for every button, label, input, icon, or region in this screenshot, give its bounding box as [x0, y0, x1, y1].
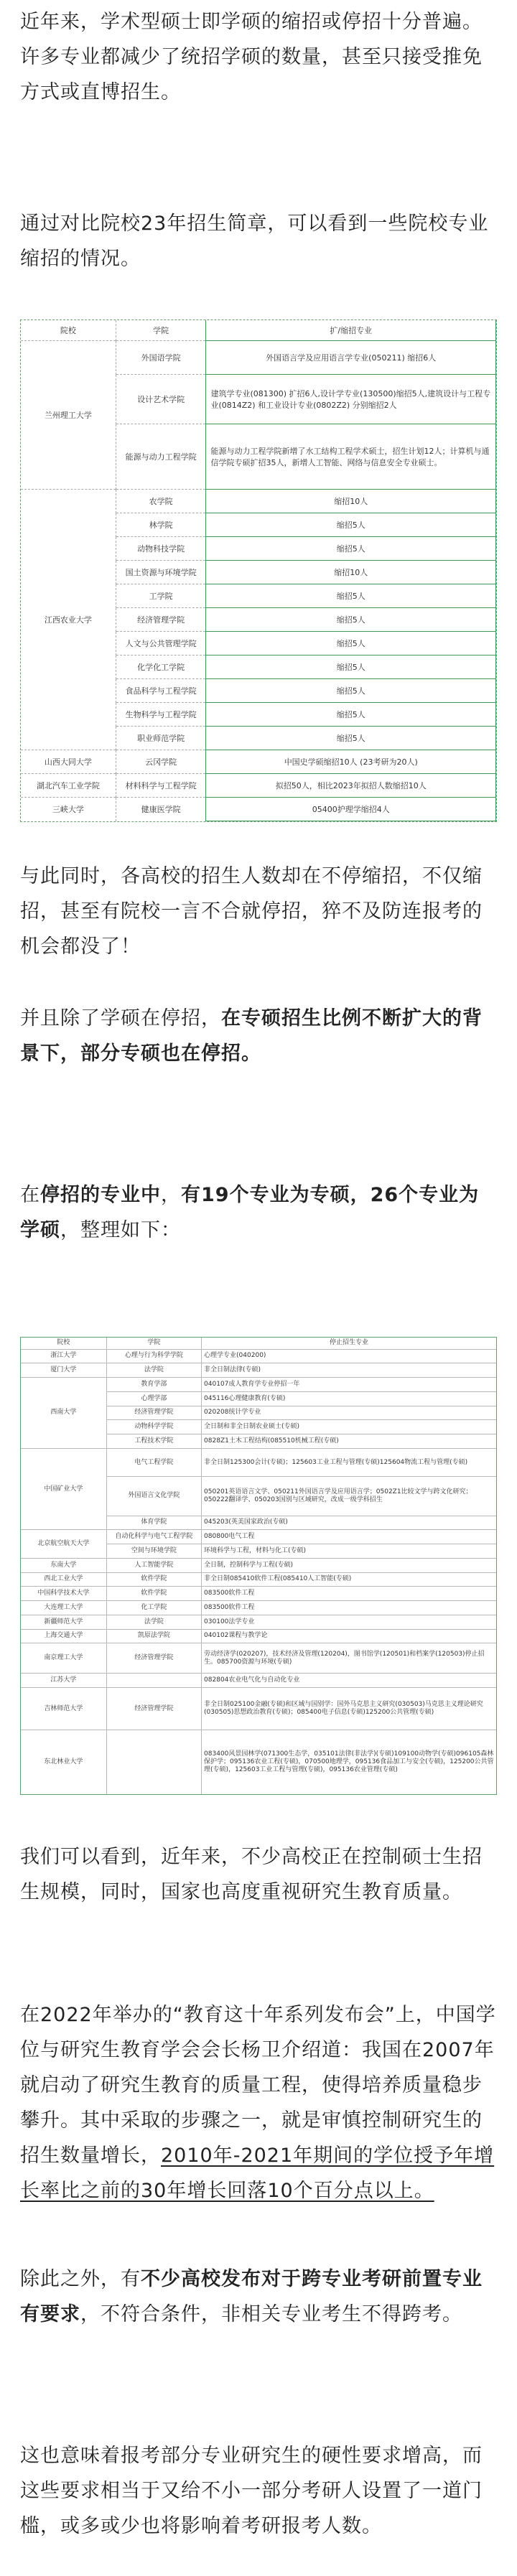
- summary-emphasis-1: 停招的专业中: [40, 1184, 161, 1206]
- table2-majors-cell: 045203(英美国家政治(专硕): [202, 1516, 496, 1530]
- table2-row: [21, 1601, 496, 1615]
- table2-college-cell: 化工学院: [106, 1601, 201, 1615]
- table1-change-cell: 缩招5人: [206, 655, 496, 678]
- table1-change-cell: 缩招5人: [206, 536, 496, 560]
- table2-college-cell: 经济管理学院: [106, 1643, 201, 1674]
- table2-college-cell: 空间与环境学院: [106, 1544, 201, 1559]
- table1-college-cell: 林学院: [116, 513, 206, 536]
- table1-change-cell: 缩招10人: [206, 560, 496, 584]
- table2-row: [21, 1629, 496, 1643]
- quality-text: 在2022年举办的“教育这十年系列发布会”上，中国学位与研究生教育学会会长杨卫介绍道：我国在2007年就启动了研究生教育的质量工程，使得培养质量稳步攀升。其中采取的步骤之一，就是审慎控制研究生的招生数量增长，: [20, 2004, 496, 2167]
- table2-school-cell: 江苏大学: [21, 1674, 106, 1688]
- enrollment-change-table: [20, 319, 497, 822]
- table2-majors-cell: 非全日制085410软件工程(085410人工智能(专硕): [202, 1572, 496, 1587]
- table1-change-cell: 能源与动力工程学院新增了水工结构工程学术硕士，招生计划12人；计算机与通信学院专硕扩招35人，新增人工智能、网络与信息安全专业硕士。: [206, 424, 496, 489]
- table2-majors-cell: 050201英语语言文学、050211外国语言学及应用语言学；0502Z1比较文学与跨文化研究；050222翻译学、050203国别与区域研究，改成一级学科招生: [202, 1477, 496, 1516]
- table2-majors-cell: 环境科学与工程，材料与化工(专硕): [202, 1544, 496, 1559]
- table2-row: [21, 1688, 496, 1730]
- table2-college-cell: 软件学院: [106, 1572, 201, 1587]
- table2-school-cell: 浙江大学: [21, 1349, 106, 1363]
- table2-college-cell: 教育学部: [106, 1378, 201, 1392]
- table2-majors-cell: 045116心理健康教育(专硕): [202, 1391, 496, 1406]
- table2-header-majors: 停止招生专业: [202, 1338, 496, 1349]
- requirements-text-start: 除此之外，有: [20, 2268, 141, 2290]
- table2-school-cell: 厦门大学: [21, 1363, 106, 1378]
- table1-row: [21, 489, 496, 513]
- table2-majors-cell: 020208统计学专业: [202, 1406, 496, 1420]
- table2-majors-cell: 全日制，控制科学与工程(专硕): [202, 1558, 496, 1572]
- requirements-paragraph: [20, 2262, 497, 2332]
- summary-text-end: ，整理如下：: [60, 1219, 181, 1241]
- suspended-majors-table: [20, 1337, 497, 1795]
- table2-college-cell: [106, 1730, 201, 1794]
- table2-college-cell: 经济管理学院: [106, 1406, 201, 1420]
- table2-school-cell: 东南大学: [21, 1558, 106, 1572]
- table2-row: [21, 1615, 496, 1629]
- table1-header-school: 院校: [60, 325, 76, 335]
- table2-row: [21, 1730, 496, 1794]
- summary-text-start: 在: [20, 1184, 40, 1206]
- table1-school-cell: 兰州理工大学: [21, 340, 116, 489]
- table1-change-cell: 缩招5人: [206, 678, 496, 702]
- table1-college-cell: 健康医学院: [116, 797, 206, 821]
- table2-college-cell: 自动化科学与电气工程学院: [106, 1530, 201, 1544]
- table2-college-cell: [106, 1674, 201, 1688]
- table1-college-cell: 职业师范学院: [116, 726, 206, 750]
- table2-header-school: 院校: [57, 1339, 70, 1347]
- table2-majors-cell: 全日制和非全日制农业硕士(专硕): [202, 1420, 496, 1434]
- table2-majors-cell: 劳动经济学(020207)，技术经济及管理(120204)，图书馆学(120501)和档案学(120503)停止招生。085700资源与环境(专硕): [202, 1643, 496, 1674]
- table2-header-college: 学院: [106, 1338, 201, 1349]
- table2-majors-cell: 非全日制法律(专硕): [202, 1363, 496, 1378]
- table1-college-cell: 人文与公共管理学院: [116, 631, 206, 655]
- table2-majors-cell: 082804农业电气化与自动化专业: [202, 1674, 496, 1688]
- table1-college-cell: 工学院: [116, 584, 206, 607]
- requirements-text-end: ，不符合条件，非相关专业考生不得跨考。: [80, 2303, 462, 2325]
- table2-row: [21, 1572, 496, 1587]
- table1-college-cell: 国土资源与环境学院: [116, 560, 206, 584]
- table1-college-cell: 动物科技学院: [116, 536, 206, 560]
- table1-row: [21, 773, 496, 797]
- table2-college-cell: 软件学院: [106, 1587, 201, 1601]
- table2-majors-cell: 非全日制125300会计(专硕)；125603工业工程与管理(专硕)125604物流工程与管理(专硕): [202, 1448, 496, 1477]
- table2-college-cell: 凯原法学院: [106, 1629, 201, 1643]
- table2-college-cell: 心理学部: [106, 1391, 201, 1406]
- table2-row: [21, 1378, 496, 1392]
- control-paragraph: 我们可以看到，近年来，不少高校正在控制硕士生招生规模，同时，国家也高度重视研究生教育质量。: [20, 1846, 483, 1903]
- table2-college-cell: 电气工程学院: [106, 1448, 201, 1477]
- table1-change-cell: 缩招10人: [206, 489, 496, 513]
- table1-header-college: 学院: [116, 320, 206, 340]
- table1-college-cell: 生物科学与工程学院: [116, 702, 206, 726]
- table1-college-cell: 经济管理学院: [116, 607, 206, 631]
- table2-college-cell: 心理与行为科学学院: [106, 1349, 201, 1363]
- table1-college-cell: 外国语学院: [116, 340, 206, 374]
- suspension-emphasis: 在专硕招生比例不断扩大的背景下，部分专硕也在停招。: [20, 1007, 483, 1065]
- table1-change-cell: 缩招5人: [206, 607, 496, 631]
- table2-row: [21, 1530, 496, 1544]
- table2-school-cell: 西北工业大学: [21, 1572, 106, 1587]
- table2-college-cell: 工程技术学院: [106, 1434, 201, 1449]
- table1-row: [21, 340, 496, 374]
- table2-row: [21, 1587, 496, 1601]
- table2-majors-cell: 心理学专业(040200): [202, 1349, 496, 1363]
- table2-school-cell: 新疆师范大学: [21, 1615, 106, 1629]
- table2-school-cell: 中国矿业大学: [21, 1448, 106, 1530]
- table2-college-cell: 外国语言文化学院: [106, 1477, 201, 1516]
- table2-majors-cell: 083500软件工程: [202, 1601, 496, 1615]
- table2-college-cell: 法学院: [106, 1615, 201, 1629]
- table2-school-cell: 中国科学技术大学: [21, 1587, 106, 1601]
- summary-paragraph: [20, 1177, 497, 1248]
- table1-change-cell: 缩招5人: [206, 702, 496, 726]
- table1-college-cell: 云冈学院: [116, 750, 206, 773]
- table1-change-cell: 外国语言学及应用语言学专业(050211) 缩招6人: [206, 340, 496, 374]
- table1-change-cell: 缩招5人: [206, 631, 496, 655]
- table1-college-cell: 农学院: [116, 489, 206, 513]
- table1-school-cell: 三峡大学: [21, 797, 116, 821]
- table2-majors-cell: 030100法学专业: [202, 1615, 496, 1629]
- comparison-paragraph: 通过对比院校23年招生简章，可以看到一些院校专业缩招的情况。: [20, 213, 489, 270]
- table2-majors-cell: 040107成人教育学专业停招一年: [202, 1378, 496, 1392]
- table1-college-cell: 化学化工学院: [116, 655, 206, 678]
- table2-college-cell: 动物科学学院: [106, 1420, 201, 1434]
- table1-college-cell: 食品科学与工程学院: [116, 678, 206, 702]
- table2-majors-cell: 040102课程与教学论: [202, 1629, 496, 1643]
- table1-row: [21, 797, 496, 821]
- table1-change-cell: 缩招5人: [206, 513, 496, 536]
- table1-header-change: 扩/缩招专业: [206, 320, 496, 340]
- table1-school-cell: 江西农业大学: [21, 489, 116, 750]
- table1-change-cell: 建筑学专业(081300) 扩招6人,设计学专业(130500)缩招5人,建筑设计与工程专业(0814Z2) 和工业设计专业(0802Z2) 分别缩招2人: [206, 374, 496, 424]
- table2-majors-cell: 083500软件工程: [202, 1587, 496, 1601]
- table2-majors-cell: 080800电气工程: [202, 1530, 496, 1544]
- threshold-paragraph: 这也意味着报考部分专业研究生的硬性要求增高，而这些要求相当于又给不小一部分考研人设置了一道门槛，或多或少也将影响着考研报考人数。: [20, 2445, 483, 2537]
- table2-school-cell: 吉林师范大学: [21, 1688, 106, 1730]
- suspension-text: 并且除了学硕在停招，: [20, 1007, 221, 1030]
- table1-school-cell: 山西大同大学: [21, 750, 116, 773]
- table2-row: [21, 1363, 496, 1378]
- table1-row: [21, 750, 496, 773]
- table2-college-cell: 法学院: [106, 1363, 201, 1378]
- table2-school-cell: 北京航空航天大学: [21, 1530, 106, 1559]
- quality-paragraph: [20, 1997, 497, 2208]
- table2-college-cell: 经济管理学院: [106, 1688, 201, 1730]
- table2-row: [21, 1643, 496, 1674]
- table2-school-cell: 南京理工大学: [21, 1643, 106, 1674]
- suspension-paragraph: [20, 1001, 497, 1071]
- table1-college-cell: 设计艺术学院: [116, 374, 206, 424]
- table2-school-cell: 东北林业大学: [21, 1730, 106, 1794]
- table2-row: [21, 1558, 496, 1572]
- table1-change-cell: 05400护理学缩招4人: [206, 797, 496, 821]
- table1-change-cell: 缩招5人: [206, 584, 496, 607]
- table2-school-cell: 西南大学: [21, 1378, 106, 1449]
- quality-underlined: 2010年-2021年期间的学位授予年增长率比之前的30年增长回落10个百分点以上。: [20, 2145, 495, 2202]
- table1-school-cell: 湖北汽车工业学院: [21, 773, 116, 797]
- table2-college-cell: 体育学院: [106, 1516, 201, 1530]
- table2-majors-cell: 非全日制025100金融(专硕)和区域与国别学：国外马克思主义研究(030503)马克思主义理论研究(030505)思想政治教育(专硕)；085400电子信息(专硕)125200公共管理(专硕): [202, 1688, 496, 1730]
- shrinking-paragraph: 与此同时，各高校的招生人数却在不停缩招，不仅缩招，甚至有院校一言不合就停招，猝不及防连报考的机会都没了！: [20, 865, 483, 958]
- table2-majors-cell: 083400风景园林学(071300生态学，035101法律(非法学)(专硕)109100动物学(专硕)096105森林保护学；095136农业工程(专硕)，070500地理学，095136食品加工与安全(专硕)，125200公共管理(专硕)，125603工业工程与管理(专硕)，095136农业管理(专硕): [202, 1730, 496, 1794]
- requirements-emphasis: 不少高校发布对于跨专业考研前置专业有要求: [20, 2268, 483, 2325]
- table2-row: [21, 1448, 496, 1477]
- summary-text-mid: ，: [161, 1184, 181, 1206]
- table2-row: [21, 1674, 496, 1688]
- intro-paragraph: 近年来，学术型硕士即学硕的缩招或停招十分普遍。许多专业都减少了统招学硕的数量，甚至只接受推免方式或直博招生。: [20, 11, 483, 103]
- table2-school-cell: 上海交通大学: [21, 1629, 106, 1643]
- table2-row: [21, 1349, 496, 1363]
- table1-college-cell: 能源与动力工程学院: [116, 424, 206, 489]
- table1-change-cell: 中国史学硕缩招10人 (23考研为20人): [206, 750, 496, 773]
- table2-school-cell: 大连理工大学: [21, 1601, 106, 1615]
- table1-college-cell: 材料科学与工程学院: [116, 773, 206, 797]
- table1-change-cell: 缩招5人: [206, 726, 496, 750]
- summary-emphasis-2: 有19个专业为专硕，26个专业为学硕: [20, 1184, 480, 1241]
- table2-majors-cell: 0828Z1土木工程结构(085510机械工程(专硕): [202, 1434, 496, 1449]
- table1-change-cell: 拟招50人，相比2023年拟招人数缩招10人: [206, 773, 496, 797]
- table2-college-cell: 人工智能学院: [106, 1558, 201, 1572]
